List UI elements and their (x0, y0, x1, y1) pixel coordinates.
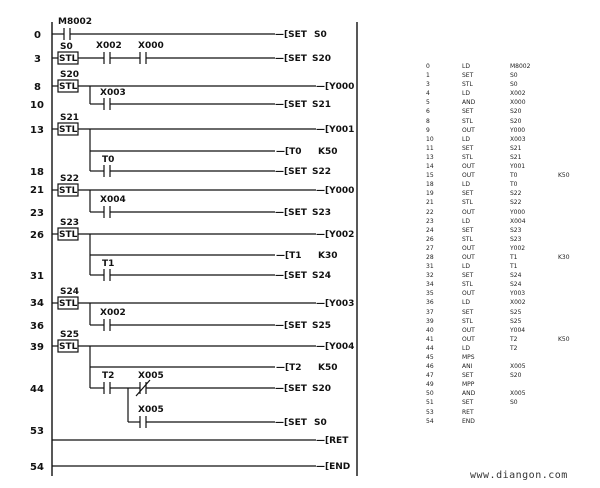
instruction-row (418, 308, 588, 317)
instruction-step: 47 (426, 372, 434, 380)
instruction-k (558, 371, 588, 380)
instruction-row (418, 235, 588, 244)
instruction-step: 21 (426, 199, 434, 207)
contact-label-x003: X003 (100, 88, 126, 98)
coil-instr: —[SET (275, 30, 307, 40)
instruction-row (418, 226, 588, 235)
instruction-k (558, 135, 588, 144)
coil-instr: —[SET (275, 271, 307, 281)
instruction-dev: T2 (510, 344, 518, 352)
instruction-op: OUT (462, 253, 475, 261)
instruction-k (558, 126, 588, 135)
coil-instr: —[SET (275, 100, 307, 110)
instruction-op: MPP (462, 381, 475, 389)
instruction-row (418, 353, 588, 362)
instruction-k (558, 380, 588, 389)
instruction-row (418, 389, 588, 398)
instruction-dev: S0 (510, 399, 518, 407)
instruction-dev: Y001 (510, 163, 526, 171)
step-number: 26 (30, 230, 44, 241)
instruction-dev (510, 380, 558, 389)
instruction-dev: T1 (510, 263, 518, 271)
coil-arg: S23 (312, 208, 332, 218)
instruction-step: 40 (426, 326, 434, 334)
coil-instr: —[Y000 (316, 186, 355, 196)
instruction-k (558, 217, 588, 226)
coil-arg: S24 (312, 271, 332, 281)
instruction-dev: S24 (510, 272, 522, 280)
instruction-k (558, 298, 588, 307)
rung-21 (52, 174, 354, 218)
instruction-k (558, 289, 588, 298)
instruction-op: SET (462, 372, 474, 380)
instruction-step: 1 (426, 72, 430, 80)
instruction-row (418, 326, 588, 335)
step-number: 13 (30, 125, 44, 136)
instruction-op: SET (462, 190, 474, 198)
instruction-row (418, 335, 588, 344)
instruction-step: 39 (426, 317, 434, 325)
instruction-row (418, 189, 588, 198)
instruction-op: OUT (462, 244, 475, 252)
instruction-step: 19 (426, 190, 434, 198)
instruction-dev: X003 (510, 135, 526, 143)
instruction-k (558, 198, 588, 207)
instruction-dev: M8002 (510, 63, 531, 70)
instruction-step: 32 (426, 272, 434, 280)
instruction-k (558, 271, 588, 280)
instruction-op: LD (462, 217, 470, 225)
instruction-op: SET (462, 144, 474, 152)
coil-instr: —[SET (275, 384, 307, 394)
instruction-k (558, 389, 588, 398)
coil-arg: K30 (318, 251, 338, 261)
instruction-dev: S25 (510, 317, 522, 325)
stl-label: STL (59, 82, 78, 92)
instruction-op: OUT (462, 163, 475, 171)
instruction-op: SET (462, 399, 474, 407)
instruction-op: SET (462, 226, 474, 234)
instruction-k (558, 408, 588, 417)
instruction-dev: S21 (510, 144, 522, 152)
contact-label-t2: T2 (102, 371, 115, 381)
instruction-row (418, 126, 588, 135)
instruction-step: 13 (426, 153, 434, 161)
instruction-row (418, 135, 588, 144)
instruction-op: STL (462, 317, 473, 325)
instruction-step: 35 (426, 290, 434, 298)
coil-instr: —[Y002 (316, 230, 355, 240)
instruction-list-body (418, 62, 588, 426)
stl-label: STL (59, 125, 78, 135)
instruction-dev: Y000 (510, 126, 526, 134)
contact-label-s0: S0 (60, 42, 73, 52)
instruction-step: 9 (426, 126, 430, 134)
instruction-op: STL (462, 281, 473, 289)
coil-instr: —[Y001 (316, 125, 355, 135)
instruction-step: 23 (426, 217, 434, 225)
instruction-k (558, 107, 588, 116)
instruction-k (558, 326, 588, 335)
step-number: 10 (30, 100, 44, 111)
instruction-row (418, 298, 588, 307)
coil-instr: —[Y003 (316, 299, 355, 309)
instruction-k (558, 398, 588, 407)
stl-label: STL (59, 186, 78, 196)
instruction-k (558, 189, 588, 198)
instruction-step: 41 (426, 335, 434, 343)
instruction-dev: S20 (510, 117, 522, 125)
step-number: 18 (30, 167, 44, 178)
instruction-dev: S0 (510, 81, 518, 89)
instruction-dev: S21 (510, 153, 522, 161)
instruction-row (418, 80, 588, 89)
instruction-k (558, 344, 588, 353)
instruction-row (418, 217, 588, 226)
instruction-op: SET (462, 308, 474, 316)
instruction-row (418, 171, 588, 180)
instruction-step: 14 (426, 163, 434, 171)
instruction-dev: S20 (510, 108, 522, 116)
contact-label-s25: S25 (60, 330, 80, 340)
instruction-op: MPS (462, 354, 475, 361)
instruction-op: ANI (462, 363, 473, 371)
instruction-op: SET (462, 108, 474, 116)
instruction-k (558, 162, 588, 171)
instruction-list (418, 62, 588, 426)
instruction-step: 24 (426, 226, 434, 234)
instruction-dev: S23 (510, 226, 522, 234)
instruction-k (558, 117, 588, 126)
instruction-dev: S25 (510, 308, 522, 316)
instruction-step: 50 (426, 390, 434, 398)
instruction-dev: X005 (510, 363, 526, 371)
stl-label: STL (59, 342, 78, 352)
instruction-k (558, 180, 588, 189)
coil-instr: —[T2 (276, 363, 302, 373)
contact-label-t0: T0 (102, 155, 115, 165)
instruction-row (418, 89, 588, 98)
instruction-row (418, 98, 588, 107)
instruction-op: RET (462, 408, 474, 416)
coil-instr: —[T0 (276, 147, 302, 157)
contact-label-x000: X000 (138, 41, 164, 51)
coil-arg: K50 (318, 363, 338, 373)
instruction-op: AND (462, 99, 476, 107)
rung-54 (52, 462, 350, 472)
step-number: 3 (34, 54, 41, 65)
instruction-k (558, 317, 588, 326)
instruction-dev (510, 408, 558, 417)
contact-label-s20: S20 (60, 70, 80, 80)
instruction-row (418, 408, 588, 417)
stl-label: STL (59, 299, 78, 309)
coil-instr: —[RET (316, 436, 349, 446)
step-number: 8 (34, 82, 41, 93)
instruction-row (418, 253, 588, 262)
instruction-step: 15 (426, 172, 434, 180)
contact-label-x004: X004 (100, 195, 126, 205)
instruction-k (558, 153, 588, 162)
instruction-k (558, 89, 588, 98)
instruction-k: K30 (558, 253, 570, 261)
stl-label: STL (59, 54, 78, 64)
step-number: 53 (30, 426, 44, 437)
instruction-row (418, 289, 588, 298)
instruction-step: 3 (426, 81, 430, 89)
instruction-step: 27 (426, 244, 434, 252)
instruction-step: 4 (426, 90, 430, 98)
instruction-dev: S22 (510, 199, 522, 207)
instruction-op: LD (462, 263, 470, 271)
instruction-op: LD (462, 63, 470, 70)
step-number: 44 (30, 384, 44, 395)
instruction-k (558, 235, 588, 244)
step-number: 39 (30, 342, 44, 353)
instruction-step: 6 (426, 108, 430, 116)
instruction-step: 10 (426, 135, 434, 143)
coil-arg: S0 (314, 418, 327, 428)
instruction-op: OUT (462, 335, 475, 343)
step-number: 36 (30, 321, 44, 332)
coil-instr: —[SET (275, 418, 307, 428)
instruction-dev: T0 (510, 181, 518, 189)
contact-label-s22: S22 (60, 174, 80, 184)
contact-label-x002: X002 (96, 41, 122, 51)
instruction-k (558, 308, 588, 317)
instruction-dev: S24 (510, 281, 522, 289)
instruction-row (418, 153, 588, 162)
instruction-op: OUT (462, 326, 475, 334)
instruction-dev: T2 (510, 335, 518, 343)
instruction-row (418, 144, 588, 153)
instruction-k (558, 244, 588, 253)
instruction-k (558, 71, 588, 80)
instruction-op: STL (462, 199, 473, 207)
instruction-dev: S20 (510, 372, 522, 380)
step-number: 31 (30, 271, 44, 282)
rung-39 (52, 330, 354, 428)
instruction-dev: X004 (510, 217, 526, 225)
instruction-op: LD (462, 181, 470, 189)
instruction-dev: X005 (510, 390, 526, 398)
instruction-row (418, 71, 588, 80)
instruction-row (418, 398, 588, 407)
instruction-row (418, 162, 588, 171)
instruction-step: 45 (426, 354, 434, 361)
instruction-row (418, 262, 588, 271)
coil-instr: —[SET (275, 54, 307, 64)
instruction-row (418, 362, 588, 371)
instruction-dev: T0 (510, 172, 518, 180)
rung-53 (52, 436, 349, 446)
instruction-row (418, 180, 588, 189)
instruction-op: LD (462, 344, 470, 352)
instruction-row (418, 380, 588, 389)
rung-34 (52, 287, 354, 331)
instruction-step: 46 (426, 363, 434, 371)
instruction-k (558, 62, 588, 71)
instruction-op: OUT (462, 126, 475, 134)
contact-label-s21: S21 (60, 113, 80, 123)
instruction-op: LD (462, 90, 470, 98)
instruction-step: 0 (426, 63, 430, 70)
instruction-dev: S0 (510, 72, 518, 80)
instruction-op: SET (462, 72, 474, 80)
instruction-op: OUT (462, 290, 475, 298)
instruction-row (418, 417, 588, 426)
coil-arg: S0 (314, 30, 327, 40)
step-number: 23 (30, 208, 44, 219)
instruction-row (418, 371, 588, 380)
instruction-op: STL (462, 153, 473, 161)
instruction-op: OUT (462, 208, 475, 216)
instruction-k (558, 144, 588, 153)
coil-instr: —[SET (275, 321, 307, 331)
instruction-step: 5 (426, 99, 430, 107)
instruction-row (418, 117, 588, 126)
instruction-step: 31 (426, 263, 434, 271)
instruction-dev: T1 (510, 253, 518, 261)
instruction-row (418, 107, 588, 116)
instruction-row (418, 280, 588, 289)
instruction-k (558, 280, 588, 289)
instruction-k (558, 208, 588, 217)
instruction-k (558, 98, 588, 107)
coil-arg: K50 (318, 147, 338, 157)
instruction-dev: S23 (510, 235, 522, 243)
rung-8 (52, 70, 354, 110)
contact-label-x005-nc: X005 (138, 371, 164, 381)
step-number: 0 (34, 30, 41, 41)
coil-instr: —[SET (275, 167, 307, 177)
instruction-op: STL (462, 117, 473, 125)
coil-arg: S22 (312, 167, 332, 177)
contact-label-t1: T1 (102, 259, 115, 269)
instruction-k (558, 353, 588, 362)
instruction-step: 51 (426, 399, 434, 407)
instruction-k: K50 (558, 172, 570, 180)
instruction-row (418, 317, 588, 326)
coil-instr: —[END (316, 462, 351, 472)
instruction-step: 53 (426, 408, 434, 416)
contact-label-m8002: M8002 (58, 17, 93, 27)
watermark: www.diangon.com (470, 470, 568, 481)
instruction-step: 11 (426, 144, 434, 152)
instruction-op: LD (462, 135, 470, 143)
instruction-step: 8 (426, 117, 430, 125)
step-number: 21 (30, 185, 44, 196)
instruction-op: AND (462, 390, 476, 398)
instruction-dev: Y004 (510, 326, 526, 334)
instruction-step: 18 (426, 181, 434, 189)
contact-label-s24: S24 (60, 287, 80, 297)
instruction-row (418, 244, 588, 253)
coil-instr: —[Y000 (316, 82, 355, 92)
instruction-op: STL (462, 81, 473, 89)
coil-instr: —[SET (275, 208, 307, 218)
instruction-dev (510, 417, 558, 426)
instruction-k (558, 80, 588, 89)
instruction-dev: Y002 (510, 244, 526, 252)
contact-label-x002-b: X002 (100, 308, 126, 318)
instruction-step: 28 (426, 253, 434, 261)
instruction-step: 54 (426, 417, 434, 425)
instruction-dev (510, 353, 558, 362)
contact-label-s23: S23 (60, 218, 80, 228)
instruction-dev: Y003 (510, 290, 526, 298)
coil-arg: S21 (312, 100, 332, 110)
instruction-dev: Y000 (510, 208, 526, 216)
instruction-row (418, 271, 588, 280)
instruction-k (558, 417, 588, 426)
instruction-step: 44 (426, 344, 434, 352)
instruction-op: STL (462, 235, 473, 243)
instruction-step: 37 (426, 308, 434, 316)
coil-arg: S25 (312, 321, 332, 331)
step-number: 54 (30, 462, 44, 473)
instruction-dev: X002 (510, 299, 526, 307)
instruction-row (418, 198, 588, 207)
step-number: 34 (30, 298, 44, 309)
rung-13 (52, 113, 354, 177)
contact-label-x005-no: X005 (138, 405, 164, 415)
instruction-dev: X000 (510, 99, 526, 107)
instruction-op: SET (462, 272, 474, 280)
instruction-k (558, 262, 588, 271)
instruction-step: 36 (426, 299, 434, 307)
rung-26 (52, 218, 354, 281)
instruction-row (418, 208, 588, 217)
instruction-step: 22 (426, 208, 434, 216)
instruction-op: LD (462, 299, 470, 307)
coil-arg: S20 (312, 384, 332, 394)
rung-0 (52, 17, 327, 40)
stl-label: STL (59, 230, 78, 240)
instruction-k (558, 362, 588, 371)
instruction-dev: X002 (510, 90, 526, 98)
coil-instr: —[T1 (276, 251, 302, 261)
instruction-k (558, 226, 588, 235)
instruction-step: 34 (426, 281, 434, 289)
instruction-op: END (462, 417, 475, 425)
step-numbers (30, 30, 44, 473)
instruction-op: OUT (462, 172, 475, 180)
instruction-row (418, 62, 588, 71)
rung-3 (52, 41, 331, 64)
instruction-row (418, 344, 588, 353)
coil-arg: S20 (312, 54, 332, 64)
instruction-dev: S22 (510, 190, 522, 198)
instruction-step: 26 (426, 235, 434, 243)
instruction-k: K50 (558, 335, 570, 343)
coil-instr: —[Y004 (316, 342, 355, 352)
instruction-step: 49 (426, 381, 434, 389)
